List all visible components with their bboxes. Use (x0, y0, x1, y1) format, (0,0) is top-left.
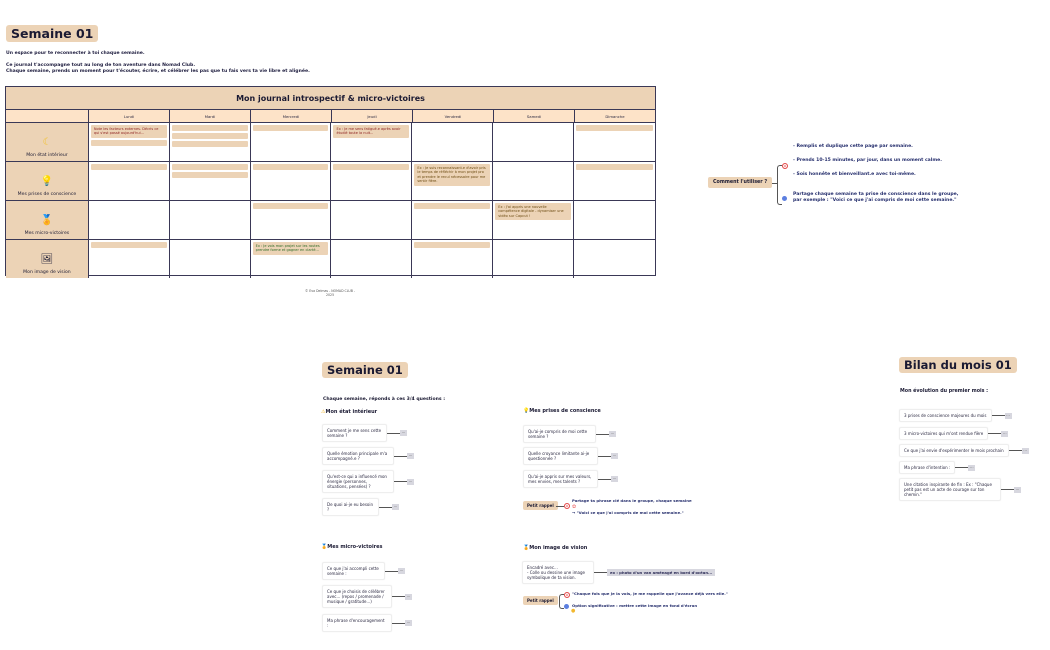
question-row (523, 425, 616, 443)
row-label-prises: 💡 Mes prises de conscience (6, 162, 89, 200)
cell-input[interactable] (89, 201, 170, 239)
question-row (523, 470, 618, 488)
cell-input[interactable] (89, 162, 170, 200)
day-lundi: Lundi (89, 110, 170, 122)
question-row (322, 447, 414, 465)
answer-node[interactable]: ... (612, 452, 617, 457)
vision-box[interactable]: Encadré avec... - Colle ou dessine une image symbolique de ta vision. (522, 561, 594, 584)
day-jeudi: Jeudi (332, 110, 413, 122)
bilan-item[interactable]: Ce que j'ai envie d'expérimenter le mois prochain (899, 444, 1009, 457)
bilan-row (899, 478, 1021, 501)
cell-input[interactable] (170, 240, 251, 278)
table-row (6, 240, 655, 278)
cell-input[interactable] (251, 240, 332, 278)
answer-node[interactable]: ... (969, 463, 974, 469)
cell-input[interactable] (331, 240, 412, 278)
reminder-text: Partage ta phrase clé dans le groupe, chaque semaine (572, 498, 692, 503)
table-row (6, 162, 655, 201)
section-vision: 🏅Mon image de vision (523, 545, 588, 551)
share-line-2: par exemple : "Voici ce que j'ai compris de moi cette semaine." (793, 198, 957, 203)
cell-input[interactable] (412, 123, 493, 161)
day-samedi: Samedi (494, 110, 575, 122)
cell-input[interactable] (331, 162, 412, 200)
subtitle: Un espace pour te reconnecter à toi chaque semaine. (6, 51, 145, 56)
row-label-victoires: 🏅 Mes micro-victoires (6, 201, 89, 239)
page2-title: Semaine 01 (322, 362, 408, 378)
day-dimanche: Dimanche (605, 113, 625, 119)
section-victoires: 🏅Mes micro-victoires (321, 544, 383, 550)
answer-node[interactable]: ... (1006, 411, 1010, 417)
question-box[interactable]: Ce que j'ai accompli cette semaine : (322, 562, 385, 580)
sun-icon: ● (571, 608, 576, 614)
reminder-text: Option significative : mettre cette image en fond d'écran (572, 603, 698, 608)
answer-node[interactable]: ... (1023, 446, 1028, 452)
table-title: Mon journal introspectif & micro-victoires (6, 87, 655, 110)
answer-node[interactable]: ... (408, 477, 413, 483)
how-to-item: - Remplis et duplique cette page par semaine. (793, 144, 913, 149)
cell-input[interactable] (412, 201, 493, 239)
picture-icon: 🖼 (40, 254, 54, 265)
question-box[interactable]: Ma phrase d'encouragement : (322, 614, 392, 632)
reminder-text: → "Voici ce que j'ai compris de moi cette semaine." (572, 510, 684, 515)
reminder-chip: Petit rappel (523, 596, 558, 605)
flower-icon: ✿ (572, 504, 577, 510)
cell-input[interactable] (331, 201, 412, 239)
share-line-1: Partage chaque semaine ta prise de conscience dans le groupe, (793, 192, 959, 197)
cell-input[interactable] (170, 123, 251, 161)
cell-input[interactable] (251, 162, 332, 200)
cell-input[interactable] (251, 201, 332, 239)
bilan-row (899, 461, 975, 474)
bilan-item[interactable]: 3 prises de conscience majeures du mois (899, 409, 992, 422)
lightbulb-icon: 💡 (523, 408, 530, 414)
cell-input[interactable] (493, 162, 574, 200)
question-box[interactable]: Ce que je choisis de célébrer avec... (repos / promenade / musique / gratitude...) (322, 585, 392, 608)
medal-icon: 🏅 (321, 544, 328, 550)
cell-input[interactable] (170, 162, 251, 200)
bilan-item[interactable]: 3 micro-victoires qui m'ont rendue fière (899, 427, 988, 440)
question-row (322, 470, 414, 493)
blue-bullet-icon (782, 196, 787, 201)
intro-line-1: Ce journal t'accompagne tout au long de ton aventure dans Nomad Club. (6, 63, 196, 68)
row-label-etat: ☾ Mon état intérieur (6, 123, 89, 161)
answer-node[interactable]: ... (406, 592, 411, 598)
day-mercredi: Mercredi (251, 110, 332, 122)
note-victoires-samedi[interactable]: Ex : J'ai appris une nouvelle compétence digitale - dynamiser une vidéo sur Capcut ! (495, 203, 571, 220)
journal-table (5, 86, 656, 276)
cell-input[interactable] (574, 123, 655, 161)
red-bullet-icon (782, 163, 788, 169)
bilan-item[interactable]: Ma phrase d'intention : (899, 461, 955, 474)
cell-input[interactable] (89, 240, 170, 278)
cell-input[interactable] (412, 240, 493, 278)
reminder-text: "Chaque fois que je la vois, je me rappelle que j'avance déjà vers elle." (572, 591, 728, 596)
how-to-chip: Comment l'utiliser ? (708, 177, 772, 188)
red-bullet-icon (564, 503, 570, 509)
note-vision-mercredi[interactable]: Ex : Je vois mon projet sur les routes prendre forme et gagner en clarté... (253, 242, 329, 255)
page3-subtitle: Mon évolution du premier mois : (900, 389, 989, 394)
bilan-row (899, 444, 1029, 457)
page-title: Semaine 01 (6, 25, 98, 42)
question-box[interactable]: Qu'est-ce qui a influencé mon énergie (personnes, situations, pensées) ? (322, 470, 394, 493)
cell-input[interactable] (493, 123, 574, 161)
bilan-row (899, 409, 1012, 422)
section-prises: 💡Mes prises de conscience (523, 408, 601, 414)
question-box[interactable]: Comment je me sens cette semaine ? (322, 424, 387, 442)
moon-icon: ☾ (42, 137, 52, 148)
question-row (522, 561, 715, 584)
answer-node[interactable]: ... (1015, 485, 1020, 491)
lightbulb-icon: 💡 (40, 176, 54, 187)
note-etat-jeudi[interactable]: Ex : Je me sens fatigué.e après avoir étudié toute la nuit... (333, 125, 409, 138)
question-box[interactable]: Qu'ai-je appris sur mes valeurs, mes envies, mes talents ? (523, 470, 598, 488)
section-etat: ⚠Mon état intérieur (321, 409, 378, 415)
answer-node[interactable]: ... (399, 567, 404, 572)
row-label-vision: 🖼 Mon image de vision (6, 240, 89, 278)
medal-icon: 🏅 (523, 545, 530, 551)
page3-title: Bilan du mois 01 (899, 357, 1017, 373)
cell-input[interactable] (89, 123, 170, 161)
day-mardi: Mardi (170, 110, 251, 122)
footer: © Eva Delmas - NOMAD CLUB - 2025 (305, 289, 356, 297)
question-row (523, 447, 618, 465)
cell-input[interactable] (574, 240, 655, 278)
day-header-row (6, 110, 655, 123)
question-box[interactable]: De quoi ai-je eu besoin ? (322, 498, 379, 516)
answer-node[interactable]: ... (408, 452, 413, 457)
question-row (322, 585, 412, 608)
answer-node[interactable]: ... (406, 619, 411, 624)
intro-line-2: Chaque semaine, prends un moment pour t'écouter, écrire, et célébrer les pas que tu fais vers ta vie libre et alignée. (6, 69, 310, 74)
answer-node[interactable]: ... (612, 475, 617, 480)
table-row (6, 201, 655, 240)
answer-node[interactable]: ... (610, 430, 615, 435)
reminder-chip: Petit rappel (523, 501, 558, 510)
question-row (322, 614, 412, 632)
note-prises-vendredi[interactable]: Ex : Je suis reconnaissant.e d'avoir pris le temps de réfléchir à mon projet pro et prendre le recul nécessaire pour me sentir fière. (414, 164, 490, 186)
vision-example[interactable]: ex : photo d'un van aménagé en bord d'océan... (607, 569, 715, 576)
page2-prompt: Chaque semaine, réponds à ces 3/4 questions : (323, 397, 446, 402)
question-box[interactable]: Qu'ai-je compris de moi cette semaine ? (523, 425, 596, 443)
question-box[interactable]: Quelle croyance limitante ai-je questionnée ? (523, 447, 598, 465)
cell-input[interactable] (574, 201, 655, 239)
question-row (322, 498, 399, 516)
cell-input[interactable] (251, 123, 332, 161)
question-box[interactable]: Quelle émotion principale m'a accompagné.e ? (322, 447, 394, 465)
bilan-item[interactable]: Une citation inspirante de fin : Ex : "Chaque petit pas est un acte de courage sur ton chemin." (899, 478, 1001, 501)
question-row (322, 562, 405, 580)
cell-input[interactable] (170, 201, 251, 239)
bilan-row (899, 427, 1008, 440)
cell-input[interactable] (412, 162, 493, 200)
answer-node[interactable]: ... (401, 429, 406, 434)
cell-input[interactable] (493, 240, 574, 278)
answer-node[interactable]: ... (1002, 429, 1007, 435)
note-etat-lundi[interactable]: Note les facteurs externes. Décris ce qui s'est passé aujourd'hui... (91, 125, 167, 138)
medal-icon: 🏅 (40, 215, 54, 226)
red-bullet-icon (564, 592, 570, 598)
table-row (6, 123, 655, 162)
answer-node[interactable]: ... (393, 503, 398, 508)
person-icon: ⚠ (321, 409, 326, 415)
question-row (322, 424, 407, 442)
how-to-item: - Prends 10-15 minutes, par jour, dans un moment calme. (793, 158, 943, 163)
cell-input[interactable] (574, 162, 655, 200)
blue-bullet-icon (564, 604, 569, 609)
cell-input[interactable] (331, 123, 412, 161)
how-to-item: - Sois honnête et bienveillant.e avec toi-même. (793, 172, 916, 177)
day-vendredi: Vendredi (413, 110, 494, 122)
cell-input[interactable] (493, 201, 574, 239)
